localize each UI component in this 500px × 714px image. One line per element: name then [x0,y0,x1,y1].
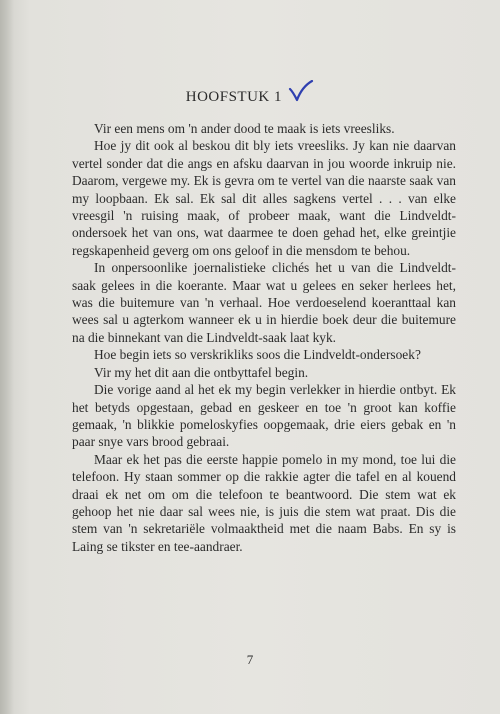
paragraph-6: Die vorige aand al het ek my begin verlekker in hierdie ontbyt. Ek het betyds opgestaan, gebad en geskeer en toe 'n groot kan koffie gemaak, 'n blikkie pomeloskyfies oopgemaak, drie eiers gebak en 'n paar snye vars brood gebraai. [72,382,456,450]
chapter-heading [0,88,500,107]
spine-shadow [0,0,14,714]
chapter-body [72,120,456,555]
paragraph-5: Vir my het dit aan die ontbyttafel begin. [94,364,309,380]
paragraph-7: Maar ek het pas die eerste happie pomelo in my mond, toe lui die telefoon. Hy staan sommer op die rakkie agter die tafel en al kouend draai ek net om om die telefoon te beantwoord. Die stem wat ek gehoop het nie daar sal wees nie, is juis die stem wat praat. Dis die stem van 'n sekretariële volmaaktheid met die naam Babs. En sy is Laing se tikster en tee-aandraer. [72,451,456,554]
paragraph-2: Hoe jy dit ook al beskou dit bly iets vreesliks. Jy kan nie daarvan vertel sonder dat die angs en afsku daarvan in jou woorde inkruip nie. Daarom, vergewe my. Ek is gevra om te vertel van die naarste saak van my loopbaan. Ek sal. Ek sal dit alles sagkens vertel . . . van elke vreesgil 'n ruising maak, of probeer maak, want die Lindveldt-ondersoek het van ons, wat daarmee te doen gehad het, elke greintjie regskapenheid geverg om ons geloof in die mensdom te behou. [72,138,456,258]
paragraph-1: Vir een mens om 'n ander dood te maak is iets vreesliks. [94,121,395,136]
handwritten-check-mark-icon [288,80,314,107]
paragraph-3: In onpersoonlike joernalistieke clichés het u van die Lindveldt-saak gelees in die koerante. Maar wat u gelees en seker herlees het, was die buitemure van 'n verhaal. Hoe verdoeselend koeranttaal kan wees sal u agterkom wanneer ek u in hierdie boek deur die buitemure na die binnekant van die Lindveldt-saak laat kyk. [72,260,456,345]
page-number: 7 [246,652,254,667]
paragraph-4: Hoe begin iets so verskrikliks soos die Lindveldt-ondersoek? [94,347,421,363]
chapter-title: HOOFSTUK 1 [185,88,282,105]
